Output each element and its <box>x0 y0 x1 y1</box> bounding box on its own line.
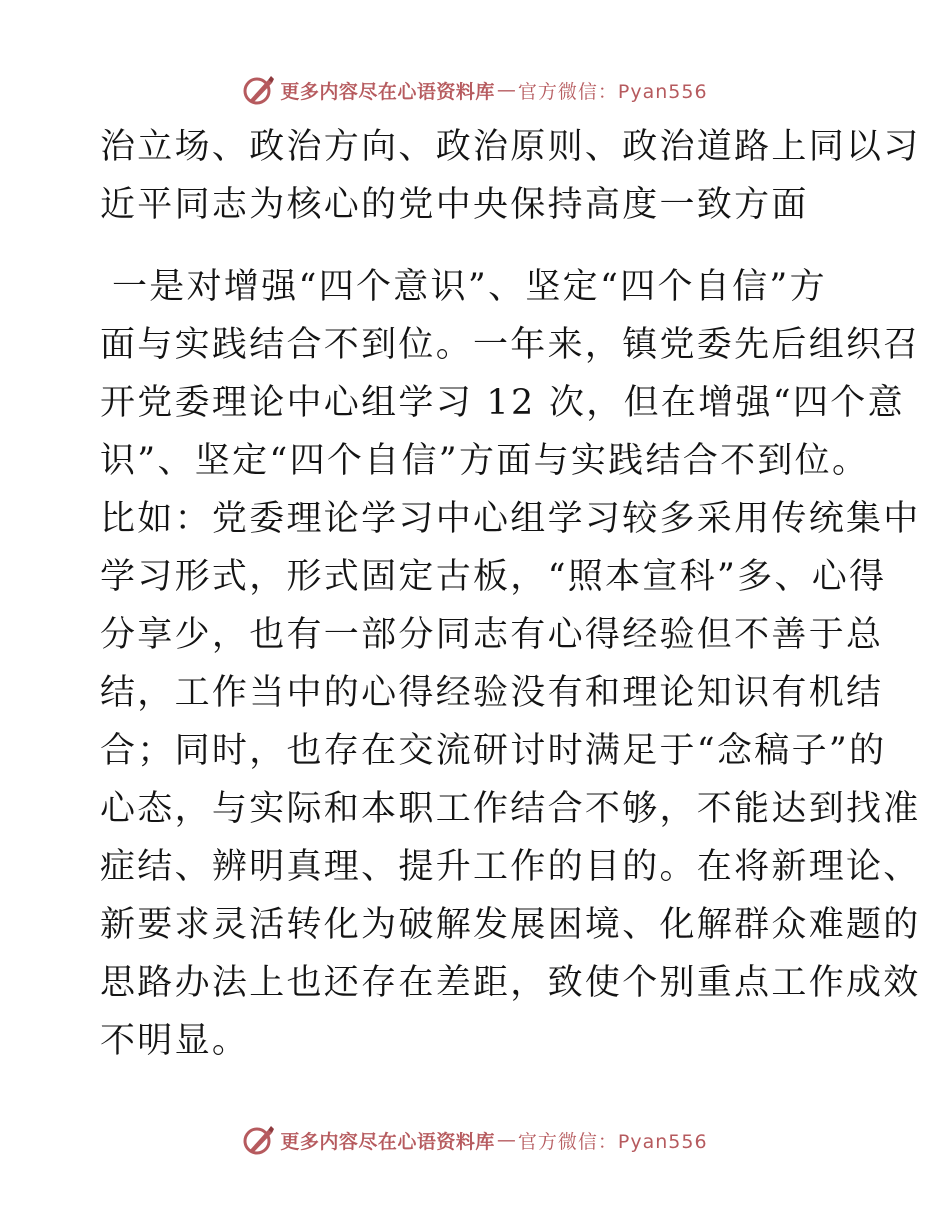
paragraph-gap <box>100 234 860 258</box>
footer-watermark <box>0 1122 950 1158</box>
body-line: 心态，与实际和本职工作结合不够，不能达到找准 <box>100 789 921 829</box>
watermark-main-text: 更多内容尽在心语资料库 <box>280 80 495 103</box>
pen-seal-logo-icon <box>242 1124 276 1156</box>
watermark-separator: — <box>496 79 516 101</box>
body-line: 面与实践结合不到位。一年来，镇党委先后组织召 <box>100 325 921 365</box>
body-line: 不明显。 <box>100 1021 250 1061</box>
body-line: 识”、坚定“四个自信”方面与实践结合不到位。 <box>100 441 870 481</box>
body-line: 学习形式，形式固定古板，“照本宣科”多、心得 <box>100 557 887 597</box>
body-line: 分享少，也有一部分同志有心得经验但不善于总 <box>100 615 884 655</box>
watermark-separator: — <box>496 1129 516 1151</box>
body-line: 合；同时，也存在交流研讨时满足于“念稿子”的 <box>100 731 887 771</box>
body-line: 症结、辨明真理、提升工作的目的。在将新理论、 <box>100 847 921 887</box>
pen-seal-logo-icon <box>242 74 276 106</box>
document-body <box>100 118 921 1070</box>
heading-line: 治立场、政治方向、政治原则、政治道路上同以习 <box>100 127 921 167</box>
body-line: 比如：党委理论学习中心组学习较多采用传统集中 <box>100 499 921 539</box>
watermark-main-text: 更多内容尽在心语资料库 <box>280 1130 495 1153</box>
body-line: 结，工作当中的心得经验没有和理论知识有机结 <box>100 673 884 713</box>
heading-line: 近平同志为核心的党中央保持高度一致方面 <box>100 185 809 225</box>
body-line: 开党委理论中心组学习 12 次，但在增强“四个意 <box>100 383 905 423</box>
header-watermark <box>0 72 950 108</box>
watermark-official-text: 官方微信：Pyan556 <box>517 1130 708 1153</box>
body-line: 一是对增强“四个意识”、坚定“四个自信”方 <box>112 267 827 307</box>
body-line: 新要求灵活转化为破解发展困境、化解群众难题的 <box>100 905 921 945</box>
body-line: 思路办法上也还存在差距，致使个别重点工作成效 <box>100 963 921 1003</box>
watermark-official-text: 官方微信：Pyan556 <box>517 80 708 103</box>
